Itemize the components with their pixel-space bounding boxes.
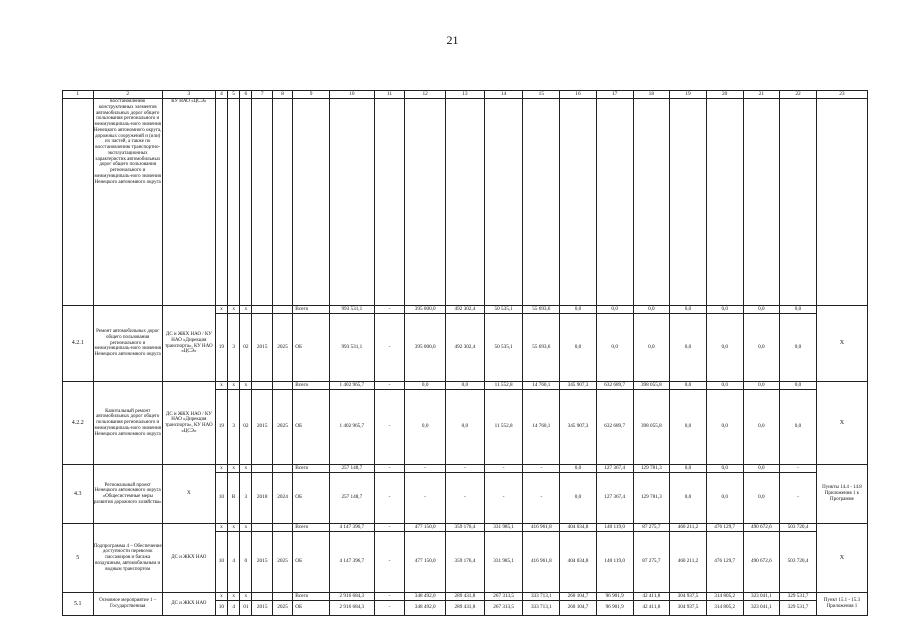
ob-value: 492 302,4 xyxy=(446,314,485,382)
empty-cell xyxy=(446,99,485,306)
ob-value: 477 150,0 xyxy=(405,532,446,593)
total-value: 993 531,1 xyxy=(329,306,374,314)
table-row-total xyxy=(63,306,868,314)
ob-value: 289 431,8 xyxy=(446,601,485,616)
ob-value: 323 041,1 xyxy=(743,601,780,616)
total-value: 0,0 xyxy=(560,306,597,314)
ob-value: 0,0 xyxy=(405,390,446,465)
header-col-16: 16 xyxy=(560,91,597,99)
ob-value: 314 805,2 xyxy=(706,601,743,616)
header-col-5: 5 xyxy=(228,91,240,99)
total-value: 490 672,6 xyxy=(743,524,780,532)
note: Х xyxy=(816,306,867,382)
empty-cell xyxy=(405,99,446,306)
year-end: 2025 xyxy=(272,532,292,593)
ob-value: 140 119,0 xyxy=(596,532,633,593)
x-mark: х xyxy=(215,382,227,390)
total-value: 1 402 965,7 xyxy=(329,382,374,390)
total-value: 0,0 xyxy=(780,306,817,314)
measure-name: Подпрограмма 4 – Обеспечение доступности перевозок пассажиров и багажа воздушным, автомобильным и водным транспортом xyxy=(93,524,162,593)
ob-label: ОБ xyxy=(293,532,330,593)
executor: ДС и ЖКХ НАО / КУ НАО «Дирекция транспорта», КУ НАО «ЦСЭ» xyxy=(162,306,215,382)
ob-value: 993 531,1 xyxy=(329,314,374,382)
empty-cell xyxy=(252,465,272,473)
empty-cell xyxy=(272,465,292,473)
total-value: 289 431,8 xyxy=(446,593,485,601)
empty-cell xyxy=(484,99,523,306)
total-value: - xyxy=(374,524,405,532)
ob-label: ОБ xyxy=(293,314,330,382)
total-value: 96 901,9 xyxy=(596,593,633,601)
x-mark: х xyxy=(215,593,227,601)
ob-value: 0,0 xyxy=(560,473,597,524)
total-value: 632 689,7 xyxy=(596,382,633,390)
ob-label: ОБ xyxy=(293,601,330,616)
total-value: 395 000,0 xyxy=(405,306,446,314)
header-col-20: 20 xyxy=(706,91,743,99)
ob-value: 42 411,8 xyxy=(633,601,670,616)
ob-value: 476 129,7 xyxy=(706,532,743,593)
total-value: 460 211,2 xyxy=(670,524,707,532)
ob-value: - xyxy=(780,473,817,524)
empty-cell xyxy=(272,306,292,314)
code-4: 10 xyxy=(215,473,227,524)
code-4: 10 xyxy=(215,601,227,616)
ob-value: 2 916 684,3 xyxy=(329,601,374,616)
ob-value: 304 937,5 xyxy=(670,601,707,616)
ob-value: 267 313,5 xyxy=(484,601,523,616)
x-mark: х xyxy=(215,524,227,532)
x-mark: х xyxy=(240,524,252,532)
total-value: 331 985,1 xyxy=(484,524,523,532)
empty-cell xyxy=(374,99,405,306)
header-col-23: 23 xyxy=(816,91,867,99)
ob-value: 460 211,2 xyxy=(670,532,707,593)
ob-value: - xyxy=(374,601,405,616)
code-5: 3 xyxy=(228,314,240,382)
header-col-12: 12 xyxy=(405,91,446,99)
code-5: R xyxy=(228,473,240,524)
total-value: 129 781,3 xyxy=(633,465,670,473)
total-value: 492 302,4 xyxy=(446,306,485,314)
x-mark: х xyxy=(228,382,240,390)
total-value: 359 176,4 xyxy=(446,524,485,532)
total-value: 260 104,7 xyxy=(560,593,597,601)
ob-value: 0,0 xyxy=(743,473,780,524)
ob-value: 4 147 396,7 xyxy=(329,532,374,593)
note: Х xyxy=(816,382,867,465)
code-6: 01 xyxy=(240,601,252,616)
year-end: 2025 xyxy=(272,314,292,382)
total-value: - xyxy=(374,593,405,601)
executor: ДС и ЖКХ НАО / КУ НАО «Дирекция транспорта», КУ НАО «ЦСЭ» xyxy=(162,382,215,465)
header-col-18: 18 xyxy=(633,91,670,99)
header-col-15: 15 xyxy=(523,91,560,99)
total-value: 4 147 396,7 xyxy=(329,524,374,532)
x-mark: х xyxy=(240,306,252,314)
year-start: 2018 xyxy=(252,473,272,524)
year-start: 2015 xyxy=(252,314,272,382)
ob-value: 359 176,4 xyxy=(446,532,485,593)
table-row-total xyxy=(63,465,868,473)
ob-value: 416 961,8 xyxy=(523,532,560,593)
total-value: 0,0 xyxy=(633,306,670,314)
total-label: Всего xyxy=(293,382,330,390)
measure-name: восстановлению конструктивных элементов автомобильных дорог общего пользования регионального и межмуниципаль-ного значения Ненецкого автономного округа, дорожных сооружений и (или) их частей, а также по восстановлению транспортно-эксплуатационных характеристик автомобильных дорог общего пользования регионального и межмуниципаль-ного значения Ненецкого автономного округа xyxy=(93,99,162,306)
header-col-10: 10 xyxy=(329,91,374,99)
total-value: 0,0 xyxy=(743,306,780,314)
empty-cell xyxy=(293,99,330,306)
x-mark: х xyxy=(240,382,252,390)
ob-value: 331 985,1 xyxy=(484,532,523,593)
year-start: 2015 xyxy=(252,532,272,593)
ob-value: - xyxy=(374,390,405,465)
total-value: 416 961,8 xyxy=(523,524,560,532)
ob-value: 0,0 xyxy=(596,314,633,382)
total-value: 0,0 xyxy=(670,465,707,473)
total-value: 477 150,0 xyxy=(405,524,446,532)
total-value: 257 148,7 xyxy=(329,465,374,473)
x-mark: х xyxy=(228,465,240,473)
row-number: 4.2.1 xyxy=(63,306,94,382)
ob-value: 404 034,8 xyxy=(560,532,597,593)
table-row-total xyxy=(63,382,868,390)
x-mark: х xyxy=(240,593,252,601)
ob-value: 490 672,6 xyxy=(743,532,780,593)
ob-value: 257 148,7 xyxy=(329,473,374,524)
year-start: 2015 xyxy=(252,601,272,616)
total-value: 314 805,2 xyxy=(706,593,743,601)
total-value: 2 916 684,3 xyxy=(329,593,374,601)
x-mark: х xyxy=(215,306,227,314)
budget-table xyxy=(62,90,868,616)
ob-value: - xyxy=(374,473,405,524)
total-value: 127 367,4 xyxy=(596,465,633,473)
ob-value: 398 055,8 xyxy=(633,390,670,465)
total-value: 42 411,8 xyxy=(633,593,670,601)
row-number: 5.1 xyxy=(63,593,94,616)
x-mark: х xyxy=(240,465,252,473)
ob-value: 0,0 xyxy=(706,314,743,382)
empty-cell xyxy=(272,99,292,306)
total-value: - xyxy=(374,382,405,390)
total-value: 404 034,8 xyxy=(560,524,597,532)
total-value: 304 937,5 xyxy=(670,593,707,601)
total-value: 476 129,7 xyxy=(706,524,743,532)
ob-value: - xyxy=(405,473,446,524)
ob-value: - xyxy=(523,473,560,524)
ob-label: ОБ xyxy=(293,473,330,524)
ob-value: 0,0 xyxy=(560,314,597,382)
ob-value: - xyxy=(374,532,405,593)
total-value: 329 531,7 xyxy=(780,593,817,601)
ob-value: 127 367,4 xyxy=(596,473,633,524)
total-value: 0,0 xyxy=(560,465,597,473)
total-value: 0,0 xyxy=(405,382,446,390)
code-4: 19 xyxy=(215,390,227,465)
total-value: 0,0 xyxy=(706,306,743,314)
row-number xyxy=(63,99,94,306)
ob-value: 0,0 xyxy=(780,314,817,382)
ob-value: 50 535,1 xyxy=(484,314,523,382)
header-col-7: 7 xyxy=(252,91,272,99)
total-value: - xyxy=(523,465,560,473)
page-number: 21 xyxy=(446,33,459,47)
total-value: 333 713,1 xyxy=(523,593,560,601)
measure-name: Региональный проект Ненецкого автономного округа «Общесистемные меры развития дорожного хозяйства» xyxy=(93,465,162,524)
ob-value: 14 760,1 xyxy=(523,390,560,465)
header-col-11: 11 xyxy=(374,91,405,99)
total-value: - xyxy=(484,465,523,473)
header-col-13: 13 xyxy=(446,91,485,99)
total-value: 0,0 xyxy=(446,382,485,390)
total-value: - xyxy=(780,465,817,473)
empty-cell xyxy=(228,99,240,306)
ob-value: - xyxy=(446,473,485,524)
total-value: 0,0 xyxy=(780,382,817,390)
total-label: Всего xyxy=(293,524,330,532)
code-5: 3 xyxy=(228,390,240,465)
ob-value: 0,0 xyxy=(670,314,707,382)
ob-value: 0,0 xyxy=(446,390,485,465)
ob-value: 0,0 xyxy=(743,314,780,382)
empty-cell xyxy=(596,99,633,306)
ob-value: 0,0 xyxy=(780,390,817,465)
measure-name: Капитальный ремонт автомобильных дорог общего пользования регионального и межмуниципаль-ного значения Ненецкого автономного округа xyxy=(93,382,162,465)
ob-value: 11 552,8 xyxy=(484,390,523,465)
total-value: 345 907,3 xyxy=(560,382,597,390)
total-value: - xyxy=(374,306,405,314)
empty-cell xyxy=(329,99,374,306)
empty-cell xyxy=(252,524,272,532)
ob-value: 345 907,3 xyxy=(560,390,597,465)
ob-value: 348 492,0 xyxy=(405,601,446,616)
total-value: - xyxy=(446,465,485,473)
empty-cell xyxy=(252,382,272,390)
total-value: 267 313,5 xyxy=(484,593,523,601)
ob-value: 0,0 xyxy=(670,390,707,465)
header-col-17: 17 xyxy=(596,91,633,99)
header-row xyxy=(63,91,868,99)
executor: Х xyxy=(162,465,215,524)
note: Пункт 15.1 - 15.3 Приложения 1 xyxy=(816,593,867,616)
note: Пункты 14.4 - 14.8 Приложения 1 к Программе xyxy=(816,465,867,524)
empty-cell xyxy=(240,99,252,306)
total-value: - xyxy=(374,465,405,473)
year-end: 2025 xyxy=(272,390,292,465)
table-row-total xyxy=(63,524,868,532)
header-col-2: 2 xyxy=(93,91,162,99)
empty-cell xyxy=(670,99,707,306)
header-col-19: 19 xyxy=(670,91,707,99)
total-value: 0,0 xyxy=(670,382,707,390)
total-value: 0,0 xyxy=(743,382,780,390)
measure-name: Ремонт автомобильных дорог общего пользования регионального и межмуниципаль-ного значения Ненецкого автономного округа xyxy=(93,306,162,382)
total-value: 503 720,4 xyxy=(780,524,817,532)
ob-value: 260 104,7 xyxy=(560,601,597,616)
total-value: 11 552,8 xyxy=(484,382,523,390)
empty-cell xyxy=(252,99,272,306)
year-end: 2025 xyxy=(272,601,292,616)
ob-value: 632 689,7 xyxy=(596,390,633,465)
ob-value: - xyxy=(484,473,523,524)
header-col-22: 22 xyxy=(780,91,817,99)
executor: КУ НАО «ЦСЭ» xyxy=(162,99,215,306)
year-start: 2015 xyxy=(252,390,272,465)
code-5: 4 xyxy=(228,601,240,616)
code-6: 0 xyxy=(240,532,252,593)
empty-cell xyxy=(706,99,743,306)
header-col-8: 8 xyxy=(272,91,292,99)
empty-cell xyxy=(252,593,272,601)
header-col-4: 4 xyxy=(215,91,227,99)
total-value: - xyxy=(405,465,446,473)
empty-cell xyxy=(743,99,780,306)
code-6: 02 xyxy=(240,314,252,382)
header-col-9: 9 xyxy=(293,91,330,99)
total-value: 0,0 xyxy=(670,306,707,314)
code-4: 10 xyxy=(215,532,227,593)
empty-cell xyxy=(523,99,560,306)
ob-value: - xyxy=(374,314,405,382)
empty-cell xyxy=(252,306,272,314)
total-value: 140 119,0 xyxy=(596,524,633,532)
code-6: 3 xyxy=(240,473,252,524)
executor: ДС и ЖКХ НАО xyxy=(162,593,215,616)
header-col-21: 21 xyxy=(743,91,780,99)
ob-value: 0,0 xyxy=(633,314,670,382)
ob-value: 0,0 xyxy=(670,473,707,524)
header-col-6: 6 xyxy=(240,91,252,99)
measure-name: Основное мероприятие 1 – Государственная xyxy=(93,593,162,616)
header-col-14: 14 xyxy=(484,91,523,99)
total-value: 323 041,1 xyxy=(743,593,780,601)
ob-value: 0,0 xyxy=(706,473,743,524)
ob-value: 329 531,7 xyxy=(780,601,817,616)
x-mark: х xyxy=(228,306,240,314)
ob-value: 395 000,0 xyxy=(405,314,446,382)
empty-cell xyxy=(215,99,227,306)
total-value: 348 492,0 xyxy=(405,593,446,601)
total-value: 87 275,7 xyxy=(633,524,670,532)
ob-value: 503 720,4 xyxy=(780,532,817,593)
total-value: 0,0 xyxy=(706,465,743,473)
header-col-1: 1 xyxy=(63,91,94,99)
code-4: 19 xyxy=(215,314,227,382)
code-6: 02 xyxy=(240,390,252,465)
ob-value: 55 693,6 xyxy=(523,314,560,382)
empty-cell xyxy=(560,99,597,306)
table-row xyxy=(63,99,868,306)
note: Х xyxy=(816,524,867,593)
empty-cell xyxy=(633,99,670,306)
row-number: 4.2.2 xyxy=(63,382,94,465)
executor: ДС и ЖКХ НАО xyxy=(162,524,215,593)
total-label: Всего xyxy=(293,593,330,601)
x-mark: х xyxy=(228,524,240,532)
table-row-total xyxy=(63,593,868,601)
row-number: 4.3 xyxy=(63,465,94,524)
ob-value: 0,0 xyxy=(706,390,743,465)
ob-value: 333 713,1 xyxy=(523,601,560,616)
ob-value: 1 402 965,7 xyxy=(329,390,374,465)
ob-label: ОБ xyxy=(293,390,330,465)
total-value: 50 535,1 xyxy=(484,306,523,314)
ob-value: 96 901,9 xyxy=(596,601,633,616)
total-value: 0,0 xyxy=(706,382,743,390)
ob-value: 0,0 xyxy=(743,390,780,465)
total-value: 0,0 xyxy=(743,465,780,473)
row-number: 5 xyxy=(63,524,94,593)
empty-cell xyxy=(780,99,817,306)
ob-value: 129 781,3 xyxy=(633,473,670,524)
empty-cell xyxy=(272,524,292,532)
x-mark: х xyxy=(228,593,240,601)
year-end: 2024 xyxy=(272,473,292,524)
total-value: 0,0 xyxy=(596,306,633,314)
empty-cell xyxy=(272,382,292,390)
ob-value: 87 275,7 xyxy=(633,532,670,593)
header-col-3: 3 xyxy=(162,91,215,99)
total-value: 14 760,1 xyxy=(523,382,560,390)
x-mark: х xyxy=(215,465,227,473)
total-value: 55 693,6 xyxy=(523,306,560,314)
total-value: 398 055,8 xyxy=(633,382,670,390)
empty-cell xyxy=(272,593,292,601)
code-5: 4 xyxy=(228,532,240,593)
empty-cell xyxy=(816,99,867,306)
total-label: Всего xyxy=(293,306,330,314)
total-label: Всего xyxy=(293,465,330,473)
